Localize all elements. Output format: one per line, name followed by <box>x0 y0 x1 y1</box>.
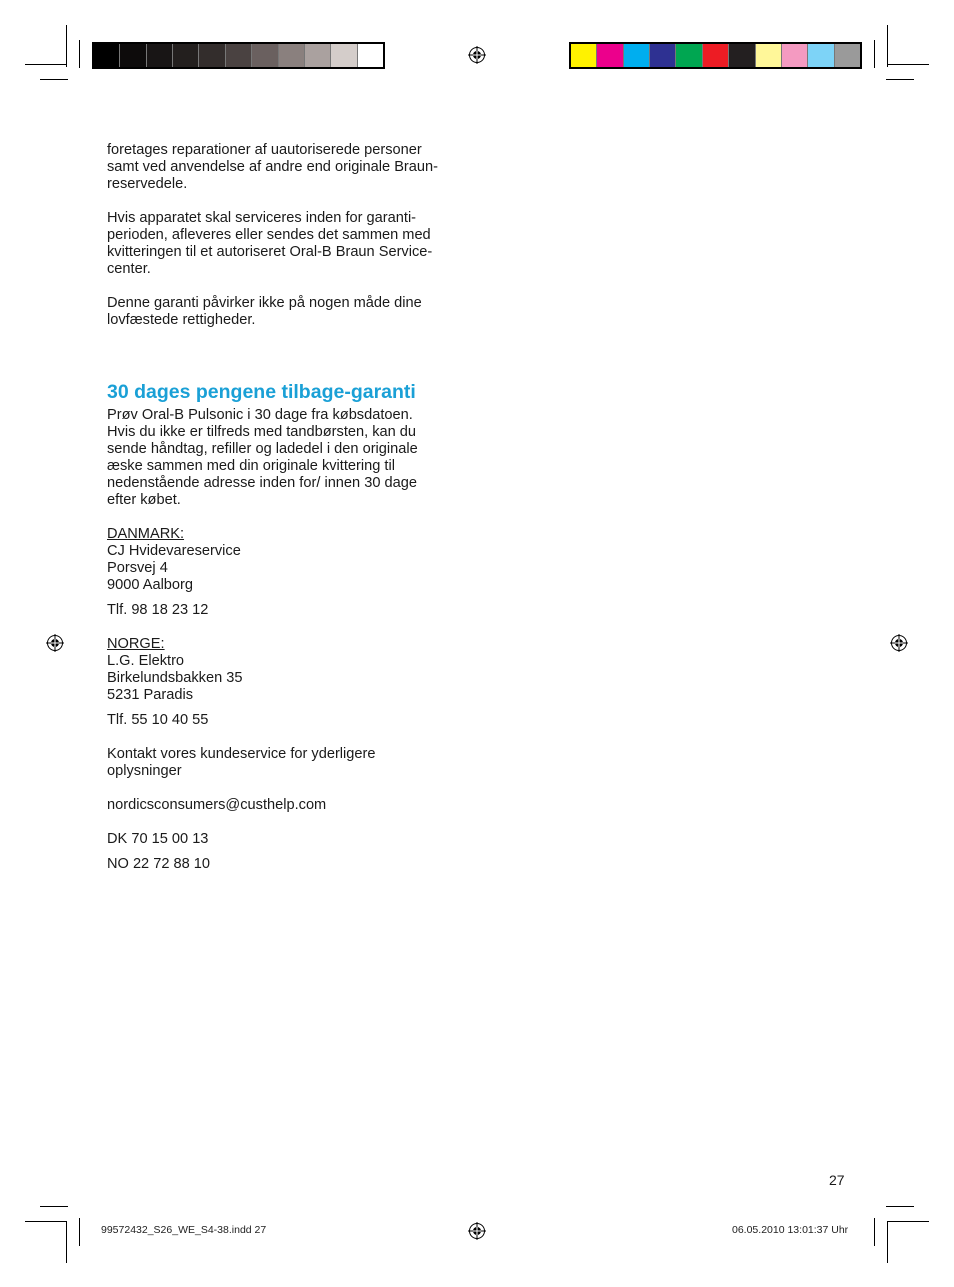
color-swatch <box>172 44 198 67</box>
crop-mark <box>886 1206 914 1207</box>
crop-mark <box>40 79 68 80</box>
phone-norway: Tlf. 55 10 40 55 <box>107 712 209 728</box>
phone-denmark: Tlf. 98 18 23 12 <box>107 602 209 618</box>
main-column <box>107 142 467 873</box>
crop-mark <box>25 64 67 65</box>
grayscale-swatch-bar <box>92 42 385 69</box>
color-swatch <box>702 44 728 67</box>
color-swatch-bar <box>569 42 862 69</box>
address-denmark: DANMARK: CJ Hvidevareservice Porsvej 4 9000 Aalborg <box>107 526 241 593</box>
color-swatch <box>834 44 860 67</box>
crop-mark <box>79 40 80 68</box>
country-label: DANMARK: <box>107 526 185 542</box>
color-swatch <box>357 44 383 67</box>
crop-mark <box>887 64 929 65</box>
crop-mark <box>25 1221 67 1222</box>
page-number: 27 <box>829 1172 845 1188</box>
color-swatch <box>728 44 754 67</box>
color-swatch <box>596 44 622 67</box>
color-swatch <box>330 44 356 67</box>
crop-mark <box>874 40 875 68</box>
color-swatch <box>571 44 596 67</box>
footer-filename: 99572432_S26_WE_S4-38.indd 27 <box>101 1224 267 1236</box>
color-swatch <box>278 44 304 67</box>
color-swatch <box>755 44 781 67</box>
paragraph-service: Hvis apparatet skal serviceres inden for garanti- perioden, afleveres eller sendes det sammen med kvitteringen til et autoriseret Oral-B Braun Service- center. <box>107 210 433 277</box>
registration-mark-icon <box>468 46 486 64</box>
color-swatch <box>119 44 145 67</box>
crop-mark <box>874 1218 875 1246</box>
crop-mark <box>66 1221 67 1263</box>
color-swatch <box>146 44 172 67</box>
color-swatch <box>807 44 833 67</box>
paragraph-contact: Kontakt vores kundeservice for yderligere oplysninger <box>107 746 376 779</box>
color-swatch <box>225 44 251 67</box>
color-swatch <box>781 44 807 67</box>
footer-timestamp: 06.05.2010 13:01:37 Uhr <box>732 1224 849 1236</box>
phone-dk: DK 70 15 00 13 <box>107 831 209 847</box>
country-label: NORGE: <box>107 636 165 652</box>
address-norway: NORGE: L.G. Elektro Birkelundsbakken 35 5231 Paradis <box>107 636 243 703</box>
crop-mark <box>887 1221 929 1222</box>
paragraph-guarantee: Prøv Oral-B Pulsonic i 30 dage fra købsdatoen. Hvis du ikke er tilfreds med tandbørsten, kan du sende håndtag, refiller og ladedel i den originale æske sammen med din originale kvittering til nedenstående adresse inden for/ innen 30 dage efter købet. <box>107 407 418 508</box>
registration-mark-icon <box>46 634 64 652</box>
color-swatch <box>304 44 330 67</box>
paragraph-rights: Denne garanti påvirker ikke på nogen måde dine lovfæstede rettigheder. <box>107 295 422 328</box>
phone-no: NO 22 72 88 10 <box>107 856 211 872</box>
color-swatch <box>649 44 675 67</box>
crop-mark <box>887 1221 888 1263</box>
crop-mark <box>79 1218 80 1246</box>
crop-mark <box>66 25 67 67</box>
color-swatch <box>94 44 119 67</box>
registration-mark-icon <box>890 634 908 652</box>
registration-mark-icon <box>468 1222 486 1240</box>
color-swatch <box>675 44 701 67</box>
crop-mark <box>886 79 914 80</box>
section-heading: 30 dages pengene tilbage-garanti <box>107 381 416 403</box>
color-swatch <box>198 44 224 67</box>
paragraph-repairs: foretages reparationer af uautoriserede personer samt ved anvendelse af andre end originale Braun- reservedele. <box>107 142 439 192</box>
crop-mark <box>887 25 888 67</box>
crop-mark <box>40 1206 68 1207</box>
email-address: nordicsconsumers@custhelp.com <box>107 797 327 813</box>
color-swatch <box>251 44 277 67</box>
color-swatch <box>623 44 649 67</box>
